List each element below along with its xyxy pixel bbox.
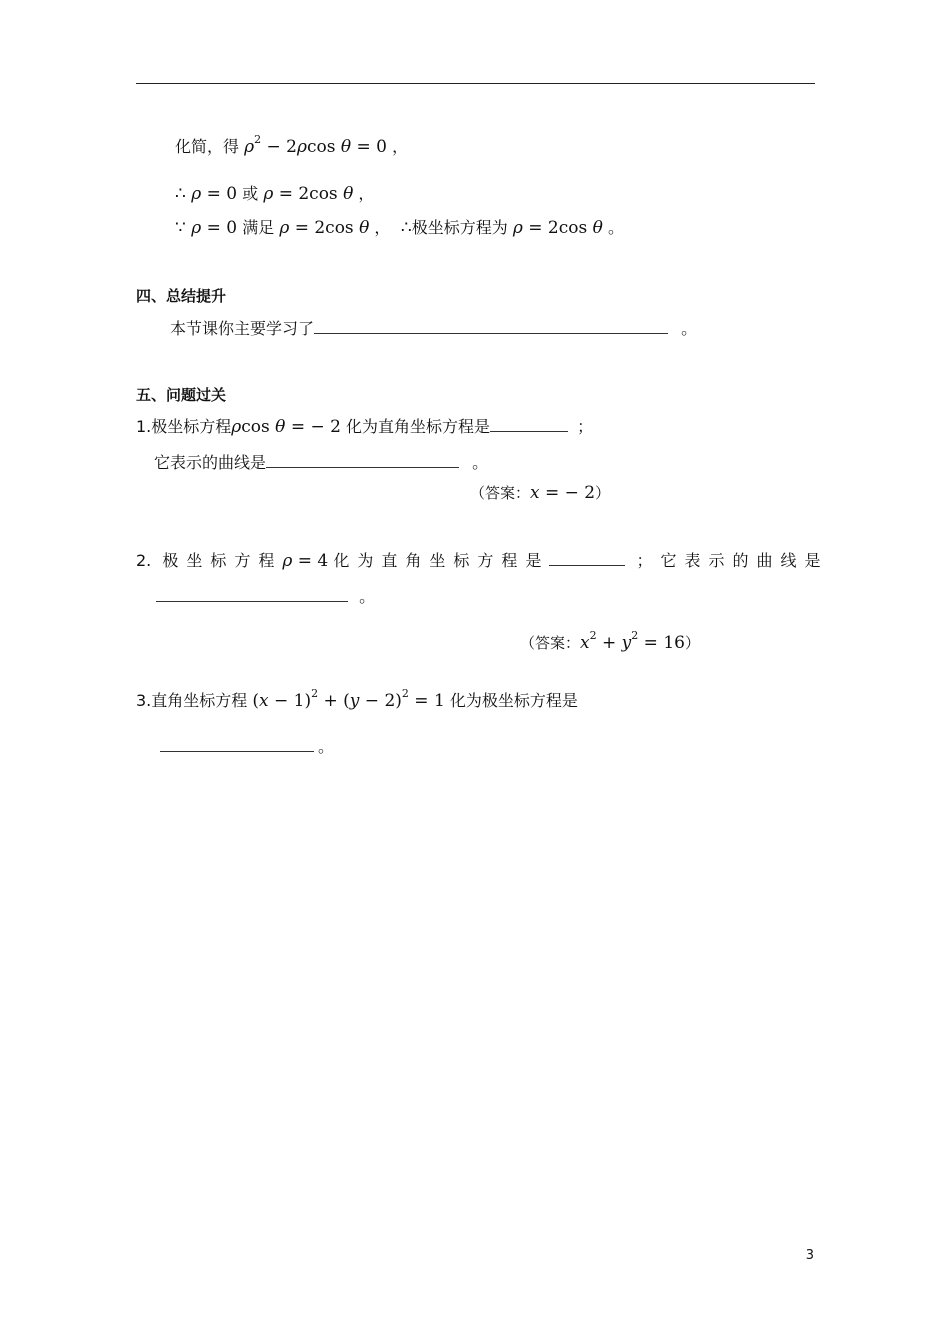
question-2-line-2 xyxy=(156,586,375,608)
answer-blank[interactable] xyxy=(160,737,314,752)
equation: ρ = 4 xyxy=(282,551,329,571)
equation: $(x - 1)^2 + (y - 2)^2 = 1$ xyxy=(252,687,445,711)
equation: ∵ ρ = 0 xyxy=(175,218,238,238)
punctuation: ， xyxy=(392,137,409,156)
derivation-line-2 xyxy=(175,183,374,205)
section-heading-questions: 五、问题过关 xyxy=(136,386,227,404)
answer-blank[interactable] xyxy=(156,587,348,602)
answer-close: ） xyxy=(595,484,611,502)
punctuation: ， xyxy=(358,184,375,203)
answer-close: ） xyxy=(684,634,700,652)
equation: ∴ ρ = 0 xyxy=(175,184,238,204)
question-1 xyxy=(136,416,593,438)
punctuation: 。 xyxy=(607,218,624,237)
question-3 xyxy=(136,687,578,712)
question-3-line-2 xyxy=(160,736,334,758)
punctuation: ； xyxy=(636,551,661,570)
derivation-line-3 xyxy=(175,217,624,239)
derivation-text: 满足 xyxy=(242,218,275,237)
equation: ∴ xyxy=(395,218,412,238)
derivation-text: 极坐标方程为 xyxy=(411,218,508,237)
question-text: 化为直角坐标方程是 xyxy=(346,417,491,436)
question-text: 它表示的曲线是 xyxy=(660,551,829,570)
derivation-text: 或 xyxy=(242,184,259,203)
question-text: 直角坐标方程 xyxy=(151,691,248,710)
answer-label: （答案： xyxy=(520,634,581,652)
question-number: 3. xyxy=(136,691,152,710)
equation: ρ = 2cos θ xyxy=(279,218,370,238)
question-number: 1. xyxy=(136,417,152,436)
section-heading-summary: 四、总结提升 xyxy=(136,287,227,305)
punctuation: ； xyxy=(577,417,594,436)
equation: $x^2 + y^2 = 16$ xyxy=(580,629,685,653)
summary-prompt: 本节课你主要学习了 xyxy=(170,319,315,338)
answer-blank[interactable] xyxy=(266,453,459,468)
punctuation: 。 xyxy=(681,319,698,338)
question-number: 2. xyxy=(136,551,152,570)
punctuation: 。 xyxy=(359,587,376,606)
answer-blank[interactable] xyxy=(490,417,568,432)
equation: $\rho^2 - 2\rho\cos$ θ = 0 xyxy=(244,133,387,157)
answer-label: （答案： xyxy=(470,484,531,502)
punctuation: 。 xyxy=(318,737,335,756)
question-2-answer xyxy=(520,629,700,654)
answer-blank[interactable] xyxy=(549,551,625,566)
question-text: 化为极坐标方程是 xyxy=(449,691,578,710)
punctuation: ， xyxy=(374,218,391,237)
answer-blank[interactable] xyxy=(314,319,668,334)
summary-line xyxy=(170,318,697,340)
question-2 xyxy=(136,550,828,572)
equation: ρ = 2cos θ xyxy=(263,184,354,204)
question-1-line-2 xyxy=(154,452,488,474)
page-number: 3 xyxy=(805,1248,814,1263)
question-text: 极坐标方程 xyxy=(151,417,232,436)
header-rule xyxy=(136,83,815,84)
punctuation: 。 xyxy=(472,453,489,472)
question-1-answer xyxy=(470,482,610,504)
equation: ρcos θ = − 2 xyxy=(231,417,341,437)
question-text: 极坐标方程 xyxy=(162,551,283,570)
question-text: 它表示的曲线是 xyxy=(154,453,267,472)
derivation-text: 化简，得 xyxy=(175,137,240,156)
equation: x = − 2 xyxy=(530,483,596,503)
derivation-line-1 xyxy=(175,133,409,158)
question-text: 化为直角坐标方程是 xyxy=(333,551,550,570)
equation: ρ = 2cos θ xyxy=(512,218,603,238)
